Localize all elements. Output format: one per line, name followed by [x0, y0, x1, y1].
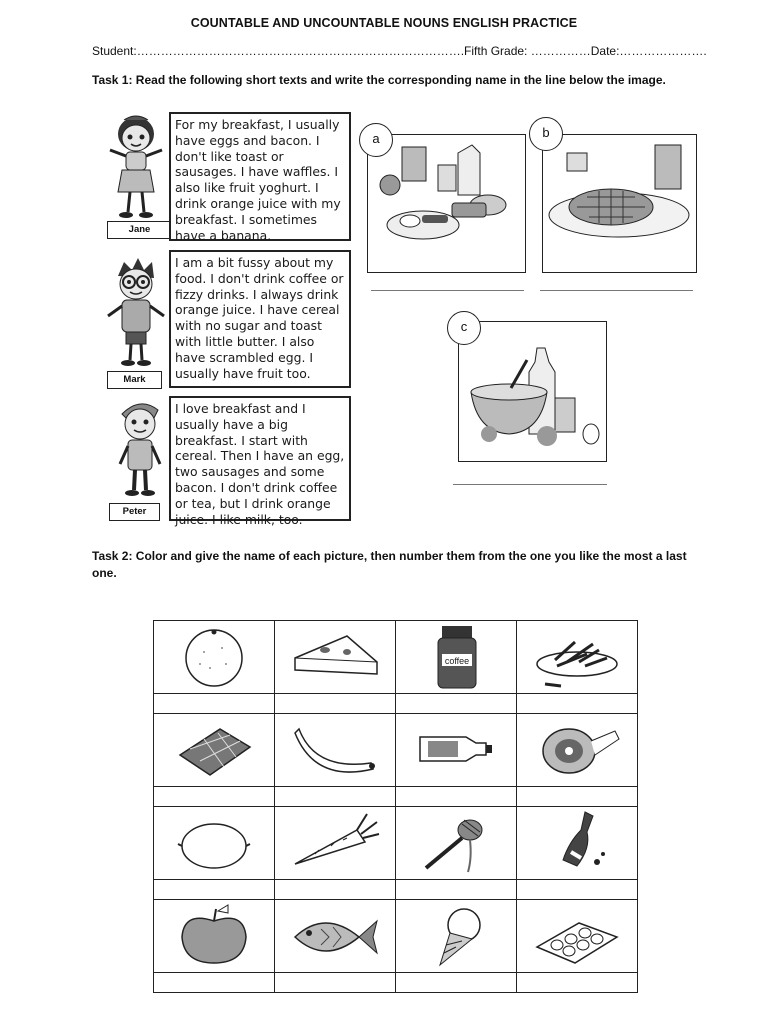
- student-line: Student:……………………………………………………………………….Fifth Grade: ……………Date:………………….: [92, 44, 707, 58]
- breakfast-picture-b: [542, 134, 697, 273]
- grid-cell-apple: [154, 900, 275, 973]
- picture-b-letter: b: [529, 117, 563, 151]
- grid-cell-orange: [154, 621, 275, 694]
- answer-cell[interactable]: [154, 880, 275, 900]
- answer-cell[interactable]: [275, 694, 396, 714]
- apple-icon: [164, 901, 264, 971]
- grid-cell-banana: [275, 714, 396, 787]
- food-picture-grid: [153, 620, 638, 993]
- answer-cell[interactable]: [154, 787, 275, 807]
- grid-cell-ham: [517, 714, 638, 787]
- task2-instruction: Task 2: Color and give the name of each picture, then number them from the one you like the most a last one.: [92, 549, 687, 580]
- task1-instruction: Task 1: Read the following short texts and write the corresponding name in the line below the image.: [92, 73, 666, 87]
- fish-icon: [285, 901, 385, 971]
- answer-cell[interactable]: [275, 973, 396, 993]
- eggs-carton-icon: [527, 901, 627, 971]
- jane-cartoon-icon: [104, 112, 168, 224]
- answer-cell[interactable]: [275, 787, 396, 807]
- chocolate-bar-icon: [164, 715, 264, 785]
- page-title: COUNTABLE AND UNCOUNTABLE NOUNS ENGLISH PRACTICE: [190, 16, 578, 30]
- breakfast-picture-c: [458, 321, 607, 462]
- grid-cell-eggs: [517, 900, 638, 973]
- answer-cell[interactable]: [517, 694, 638, 714]
- grid-cell-lemon: [154, 807, 275, 880]
- lemon-icon: [164, 808, 264, 878]
- answer-line-b[interactable]: [540, 290, 693, 291]
- peter-cartoon-icon: [112, 396, 168, 500]
- coffee-jar-icon: [406, 622, 506, 692]
- fries-icon: [527, 622, 627, 692]
- grid-cell-soda: [517, 807, 638, 880]
- carrot-icon: [285, 808, 385, 878]
- answer-cell[interactable]: [154, 694, 275, 714]
- mark-name-label: Mark: [107, 371, 162, 389]
- answer-line-c[interactable]: [453, 484, 607, 485]
- grid-cell-icecream: [396, 900, 517, 973]
- ham-icon: [527, 715, 627, 785]
- answer-cell[interactable]: [517, 973, 638, 993]
- banana-icon: [285, 715, 385, 785]
- cheese-icon: [285, 622, 385, 692]
- oil-bottle-icon: [406, 715, 506, 785]
- picture-a-letter: a: [359, 123, 393, 157]
- jane-name-label: Jane: [107, 221, 172, 239]
- orange-icon: [164, 622, 264, 692]
- answer-cell[interactable]: [396, 694, 517, 714]
- grid-cell-carrot: [275, 807, 396, 880]
- answer-cell[interactable]: [396, 880, 517, 900]
- breakfast-picture-a: [367, 134, 526, 273]
- jane-text: For my breakfast, I usually have eggs and bacon. I don't like toast or sausages. I have waffles. I also like fruit yoghurt. I drink orange juice with my breakfast. I sometimes have a banana.: [169, 112, 351, 241]
- mark-text: I am a bit fussy about my food. I don't drink coffee or fizzy drinks. I always drink orange juice. I have cereal with no sugar and toast with little butter. I also have scrambled egg. I usually have fruit too.: [169, 250, 351, 388]
- grid-cell-fries: [517, 621, 638, 694]
- soda-bottle-icon: [527, 808, 627, 878]
- answer-cell[interactable]: [396, 787, 517, 807]
- coffee-jar-label: coffee: [444, 656, 470, 666]
- answer-cell[interactable]: [154, 973, 275, 993]
- full-breakfast-picture-icon: [368, 135, 525, 272]
- answer-line-a[interactable]: [371, 290, 524, 291]
- grid-cell-coffee: [396, 621, 517, 694]
- picture-c-letter: c: [447, 311, 481, 345]
- peter-text: I love breakfast and I usually have a big breakfast. I start with cereal. Then I have an egg, two sausages and some bacon. I don't drink coffee or tea, but I drink orange juice. I like milk, too.: [169, 396, 351, 521]
- answer-cell[interactable]: [517, 787, 638, 807]
- grid-cell-cheese: [275, 621, 396, 694]
- answer-cell[interactable]: [396, 973, 517, 993]
- mark-cartoon-icon: [104, 256, 168, 370]
- grid-cell-oil: [396, 714, 517, 787]
- answer-cell[interactable]: [275, 880, 396, 900]
- grid-cell-chocolate: [154, 714, 275, 787]
- honey-dipper-icon: [406, 808, 506, 878]
- cereal-breakfast-picture-icon: [459, 322, 606, 461]
- grid-cell-honey: [396, 807, 517, 880]
- waffle-breakfast-picture-icon: [543, 135, 696, 272]
- grid-cell-fish: [275, 900, 396, 973]
- peter-name-label: Peter: [109, 503, 160, 521]
- answer-cell[interactable]: [517, 880, 638, 900]
- ice-cream-icon: [406, 901, 506, 971]
